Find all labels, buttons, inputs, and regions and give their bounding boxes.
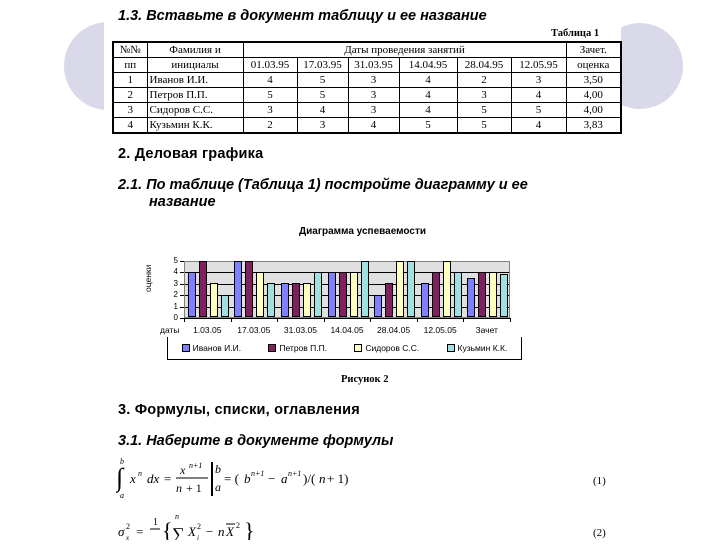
legend-label: Кузьмин К.К. [457,343,508,353]
svg-text:n: n [218,524,225,539]
cell-score: 4 [511,88,566,103]
cell-name: Иванов И.И. [147,73,243,88]
legend-item-ivanov [182,343,242,353]
svg-text:a: a [281,471,288,486]
svg-text:−: − [268,471,276,486]
header-date: 01.03.95 [243,58,297,73]
cell-name: Сидоров С.С. [147,103,243,118]
cell-score: 3 [348,103,399,118]
header-num-2: пп [113,58,147,73]
chart-x-tick-label: 17.03.05 [237,325,271,335]
chart-x-axis [184,318,510,319]
svg-text:σ: σ [118,524,125,539]
cell-grade: 3,83 [566,118,621,134]
svg-text:n+1: n+1 [288,469,302,478]
svg-text:−: − [206,524,214,539]
svg-text:X: X [226,524,234,539]
svg-text:b: b [215,462,221,476]
chart-bar [374,295,382,317]
svg-text:}: } [244,518,255,540]
chart-bar [281,283,289,317]
svg-text:∫: ∫ [116,463,124,492]
svg-text:= (: = ( [224,471,239,486]
cell-name: Петров П.П. [147,88,243,103]
chart-y-axis-label: оценки [143,264,153,292]
cell-name: Кузьмин К.К. [147,118,243,134]
chart-bar [396,261,404,317]
cell-score: 4 [399,73,457,88]
section-heading-3: 3. Формулы, списки, оглавления [118,402,360,418]
chart-bar [478,272,486,317]
svg-text:+ 1: + 1 [186,481,202,495]
svg-text:n: n [176,481,182,495]
svg-text:x: x [126,534,130,540]
grades-table [112,41,622,134]
chart-bar [221,295,229,317]
svg-text:n+1: n+1 [189,461,203,470]
header-num: №№ [113,42,147,58]
section-heading-2-1: 2.1. По таблице (Таблица 1) постройте диаграмму и ее [118,177,528,193]
header-name-2: инициалы [147,58,243,73]
cell-score: 5 [457,103,511,118]
cell-score: 4 [243,73,297,88]
chart-bar [489,272,497,317]
cell-num: 3 [113,103,147,118]
chart-bar [339,272,347,317]
table-header-row-1 [113,42,621,58]
variance-formula-graphic [116,508,276,540]
cell-score: 4 [297,103,348,118]
cell-score: 3 [348,88,399,103]
svg-text:)/(: )/( [303,471,316,486]
svg-text:a: a [215,480,221,494]
header-name: Фамилия и [147,42,243,58]
svg-text:b: b [120,457,124,466]
chart-x-tick-label: 28.04.05 [377,325,411,335]
cell-grade: 4,00 [566,103,621,118]
chart-x-tick-label: 31.03.05 [283,325,317,335]
cell-score: 5 [297,73,348,88]
cell-score: 4 [399,103,457,118]
section-heading-3-1: 3.1. Наберите в документе формулы [118,433,394,449]
cell-score: 3 [348,73,399,88]
cell-score: 3 [511,73,566,88]
legend-item-kuzmin [447,343,508,353]
chart-x-tick-mark [231,318,232,322]
cell-score: 3 [457,88,511,103]
cell-score: 2 [457,73,511,88]
header-grade: Зачет. [566,42,621,58]
header-date: 17.03.95 [297,58,348,73]
svg-text:2: 2 [197,522,201,531]
table-row [113,118,621,134]
chart-bar [500,274,508,317]
svg-text:{: { [162,518,173,540]
cell-score: 5 [511,103,566,118]
legend-label: Сидоров С.С. [365,343,420,353]
svg-text:2: 2 [236,521,240,530]
chart-bar [328,272,336,317]
legend-label: Петров П.П. [279,343,328,353]
chart-x-tick-label: Зачет [475,325,498,335]
chart-bar [385,283,393,317]
svg-text:2: 2 [126,522,130,531]
chart-x-tick-label: 1.03.05 [193,325,222,335]
cell-grade: 3,50 [566,73,621,88]
chart-bar [292,283,300,317]
legend-item-sidorov [354,343,419,353]
cell-score: 3 [297,118,348,134]
chart-x-tick-mark [184,318,185,322]
svg-text:1: 1 [153,517,158,528]
chart-y-tick-label: 5 [173,256,178,265]
chart-bar [245,261,253,317]
svg-text:=: = [164,471,172,486]
chart-plot-area [184,261,510,318]
legend-swatch [268,344,276,352]
chart-bar [421,283,429,317]
chart-bar [256,272,264,317]
chart-x-tick-mark [463,318,464,322]
chart-x-tick-mark [510,318,511,322]
section-heading-1-3: 1.3. Вставьте в документ таблицу и ее название [118,8,487,24]
chart-x-tick-mark [324,318,325,322]
cell-score: 4 [511,118,566,134]
svg-text:n: n [138,469,142,478]
integral-formula-graphic [116,456,376,500]
cell-num: 1 [113,73,147,88]
section-heading-2-1-cont: название [149,194,216,210]
formula-variance [116,508,276,540]
chart-x-tick-label: 12.05.05 [423,325,457,335]
legend-item-petrov [268,343,327,353]
cell-score: 4 [399,88,457,103]
chart-x-tick-mark [370,318,371,322]
chart-bar [361,261,369,317]
cell-score: 2 [243,118,297,134]
legend-label: Иванов И.И. [192,343,242,353]
header-date: 14.04.95 [399,58,457,73]
header-grade-2: оценка [566,58,621,73]
chart-bar [234,261,242,317]
svg-text:=: = [136,524,144,539]
chart-bar [314,272,322,317]
chart-y-tick-label: 4 [173,267,178,277]
chart-bar [454,272,462,317]
table-header-row-2 [113,58,621,73]
legend-swatch [182,344,190,352]
chart-legend [167,337,522,360]
table-row [113,103,621,118]
chart-bar [267,283,275,317]
header-date: 12.05.95 [511,58,566,73]
chart-x-tick-mark [277,318,278,322]
chart-bar [199,261,207,317]
header-date: 28.04.95 [457,58,511,73]
svg-text:∑: ∑ [172,524,185,540]
svg-text:n: n [319,471,326,486]
legend-swatch [354,344,362,352]
cell-score: 5 [243,88,297,103]
table-caption: Таблица 1 [551,28,600,39]
chart-bar [350,272,358,317]
table-row [113,73,621,88]
legend-swatch [447,344,455,352]
chart-y-tick-label: 1 [173,301,178,311]
svg-text:x: x [180,463,186,477]
svg-text:n: n [175,512,179,521]
svg-text:dx: dx [147,471,160,486]
svg-text:+ 1): + 1) [327,471,349,486]
svg-text:x: x [130,471,136,486]
header-dates: Даты проведения занятий [243,42,566,58]
formula-integral [116,456,376,500]
chart-y-tick-label: 0 [173,313,178,322]
section-heading-2: 2. Деловая графика [118,146,264,162]
svg-text:a: a [120,491,124,500]
chart-bar [188,272,196,317]
chart-bar [467,278,475,317]
table-row [113,88,621,103]
cell-score: 4 [348,118,399,134]
cell-score: 5 [297,88,348,103]
cell-score: 3 [243,103,297,118]
svg-text:i: i [197,534,199,540]
cell-score: 5 [399,118,457,134]
formula-1-number: (1) [593,475,606,487]
formula-2-number: (2) [593,527,606,539]
chart-bar [432,272,440,317]
chart-bar [407,261,415,317]
chart-x-tick-mark [417,318,418,322]
chart-bar [443,261,451,317]
figure-caption: Рисунок 2 [341,374,389,385]
chart-y-tick-label: 3 [173,278,178,288]
cell-num: 4 [113,118,147,134]
chart-title: Диаграмма успеваемости [298,226,426,237]
chart-x-tick-label: 14.04.05 [330,325,364,335]
cell-score: 5 [457,118,511,134]
chart-x-axis-label: даты [160,325,180,335]
header-date: 31.03.95 [348,58,399,73]
chart-bar [210,283,218,317]
chart-y-tick-label: 2 [173,290,178,300]
svg-text:X: X [188,524,196,539]
chart-bar [303,283,311,317]
cell-grade: 4,00 [566,88,621,103]
svg-text:b: b [244,471,251,486]
cell-num: 2 [113,88,147,103]
svg-text:n+1: n+1 [251,469,265,478]
